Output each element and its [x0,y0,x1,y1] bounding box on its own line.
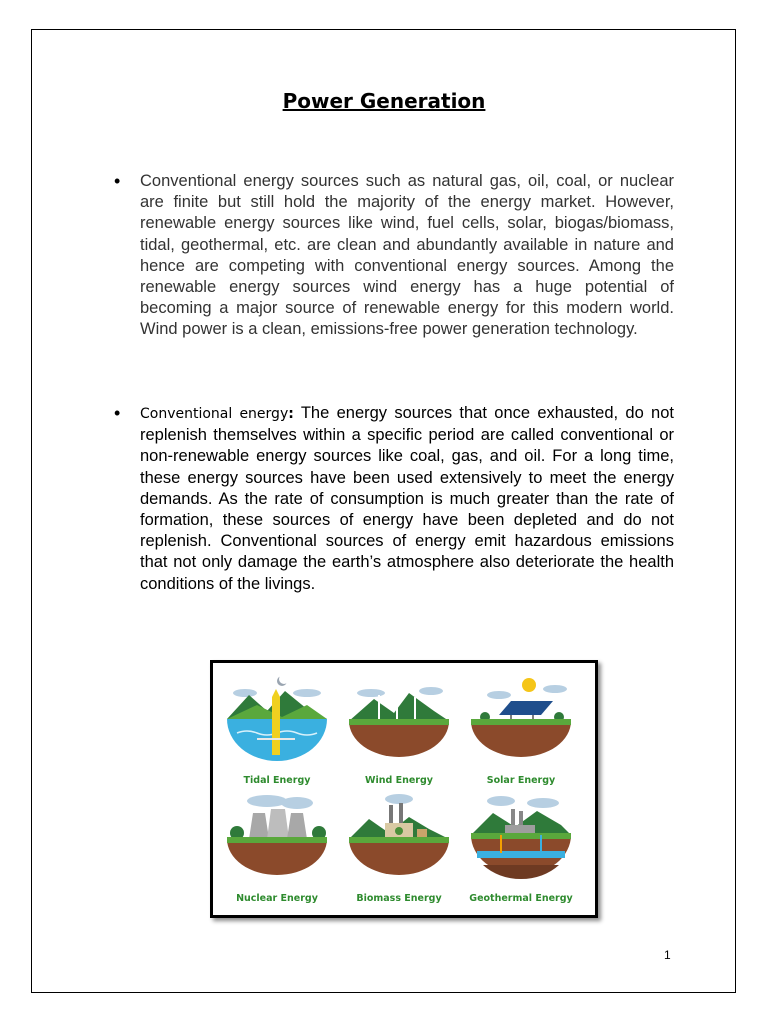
wind-energy-icon [349,675,449,775]
bullet-1: • [114,171,121,191]
conventional-energy-text: The energy sources that once exhausted, do not replenish themselves within a specific period are called conventional or non-renewable energy sources like coal, gas, and oil. For a long time, these energy sources have been used extensively to meet the energy demands. As the rate of consumption is much greater than the rate of formation, these sources of energy have been depleted and do not replenish. Conventional sources of energy emit hazardous emissions that not only damage the earth’s atmosphere also deteriorate the health conditions of the livings. [140,404,674,593]
biomass-energy-icon [349,793,449,893]
conventional-energy-heading: Conventional energy [140,406,289,422]
tidal-energy-tile [217,675,337,790]
wind-energy-tile [339,675,459,790]
tidal-energy-label: Tidal Energy [243,775,311,786]
biomass-energy-tile [339,793,459,908]
energy-types-figure [210,660,598,918]
nuclear-energy-tile [217,793,337,908]
page-title: Power Generation [282,89,486,113]
solar-energy-label: Solar Energy [486,775,556,786]
page-number: 1 [664,948,671,962]
tidal-energy-icon [227,675,327,775]
solar-energy-tile [461,675,581,790]
nuclear-energy-label: Nuclear Energy [236,893,318,904]
wind-energy-label: Wind Energy [365,775,433,786]
geothermal-energy-tile [461,793,581,908]
solar-energy-icon [471,675,571,775]
nuclear-energy-icon [227,793,327,893]
geothermal-energy-icon [471,793,571,893]
biomass-energy-label: Biomass Energy [356,893,442,904]
paragraph-conventional-energy [140,403,674,595]
bullet-2: • [114,403,121,423]
paragraph-renewable-overview: Conventional energy sources such as natural gas, oil, coal, or nuclear are finite but still hold the majority of the energy market. However, renewable energy sources like wind, fuel cells, solar, biogas/biomass, tidal, geothermal, etc. are clean and abundantly available in nature and hence are competing with conventional energy sources. Among the renewable energy sources wind energy has a huge potential of becoming a major source of renewable energy for this modern world. Wind power is a clean, emissions-free power generation technology. [140,172,674,339]
heading-colon: : [288,406,294,422]
geothermal-energy-label: Geothermal Energy [469,893,573,904]
